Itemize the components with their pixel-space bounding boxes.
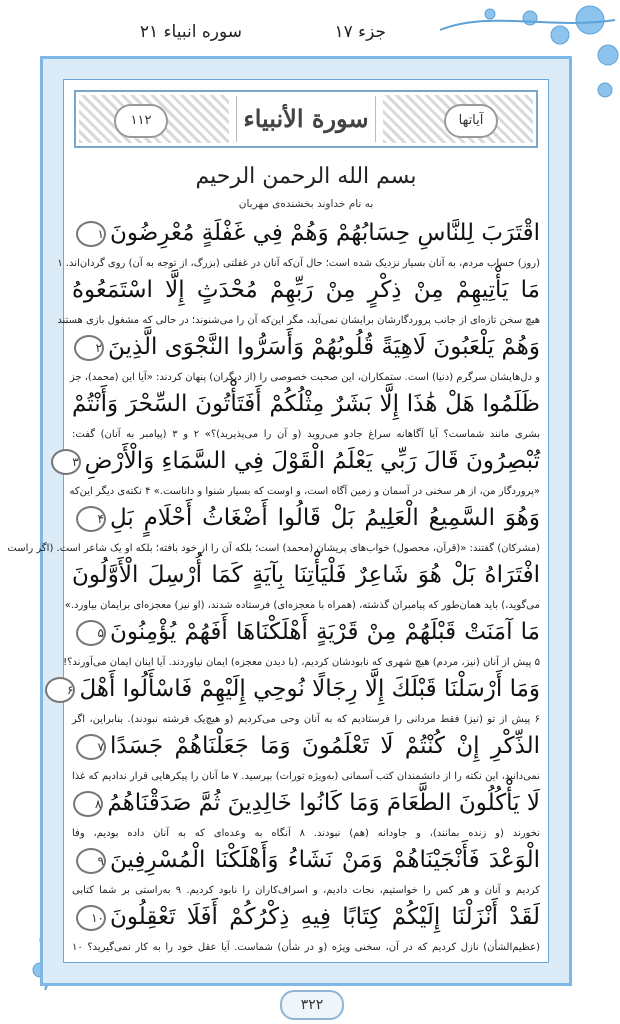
verse-line	[72, 562, 540, 602]
verse-line	[72, 505, 540, 545]
translation-line: نمی‌دانید، این نکته را از دانشمندان کتب آسمانی (به‌ویژه تورات) بپرسید. ۷ ما آنان را پیکرهایی قرار ندادیم که غذا	[72, 771, 540, 782]
verse-text: مَا آمَنَتْ قَبْلَهُمْ مِنْ قَرْيَةٍ أَهْلَكْنَاهَا أَفَهُمْ يُؤْمِنُونَ	[110, 619, 540, 645]
verse-text: افْتَرَاهُ بَلْ هُوَ شَاعِرٌ فَلْيَأْتِنَا بِآيَةٍ كَمَا أُرْسِلَ الْأَوَّلُونَ	[72, 562, 540, 588]
verse-line	[72, 277, 540, 317]
translation-line: بشری مانند شماست؟ آیا آگاهانه سراغ جادو می‌روید (و آن را می‌پذیرید)؟» ۲ و ۳ (پیامبر به آنان) گفت:	[72, 429, 540, 440]
verse-text: لَا يَأْكُلُونَ الطَّعَامَ وَمَا كَانُوا خَالِدِينَ ثُمَّ صَدَقْنَاهُمُ	[107, 790, 540, 816]
ayah-number-marker: ۱۰	[76, 905, 106, 931]
ayah-number-marker: ۷	[76, 734, 106, 760]
verse-line	[72, 391, 540, 431]
translation-line: (عظیم‌الشأن) نازل کردیم که در آن، سخنی ویژه (و در شأن) شماست. آیا عقل خود را به کار نمی‌گیرید؟ ۱۰	[72, 942, 540, 953]
surah-label: سوره انبیاء ۲۱	[139, 22, 242, 42]
page-number: ۳۲۲	[280, 990, 344, 1020]
ayah-number-marker: ۸	[73, 791, 103, 817]
verse-text: الْوَعْدَ فَأَنْجَيْنَاهُمْ وَمَنْ نَشَاءُ وَأَهْلَكْنَا الْمُسْرِفِينَ	[110, 847, 540, 873]
verse-text: اقْتَرَبَ لِلنَّاسِ حِسَابُهُمْ وَهُمْ فِي غَفْلَةٍ مُعْرِضُونَ	[110, 220, 540, 246]
verse-line	[72, 619, 540, 659]
text-panel	[7, 79, 549, 963]
ayah-number-marker: ۲	[74, 335, 104, 361]
verse-text: وَمَا أَرْسَلْنَا قَبْلَكَ إِلَّا رِجَالًا نُوحِي إِلَيْهِمْ فَاسْأَلُوا أَهْلَ	[79, 676, 540, 702]
translation-line: هیچ سخن تازه‌ای از جانب پروردگارشان برایشان نمی‌آید، مگر این‌که آن را می‌شنوند؛ در حالی که مشغول بازی هستند	[57, 315, 540, 326]
translation-line: و دل‌هایشان سرگرم (دنیا) است. ستمکاران، این صحبت خصوصی را (از دیگران) پنهان کردند: «آیا این (محمد)، جز	[69, 372, 540, 383]
translation-line: ۵ پیش از آنان (نیز، مردم) هیچ شهری که نابودشان کردیم، (با دیدن معجزه) ایمان نیاوردند. آیا اینان ایمان می‌آورند؟!	[63, 657, 540, 668]
verse-line	[72, 220, 540, 260]
verse-line	[72, 334, 540, 374]
verse-text: وَهُمْ يَلْعَبُونَ لَاهِيَةً قُلُوبُهُمْ وَأَسَرُّوا النَّجْوَى الَّذِينَ	[108, 334, 540, 360]
translation-line: «پروردگار من، از هر سخنی در آسمان و زمین آگاه است، و اوست که بسیار شنوا و داناست.» ۴ نکته‌ی دیگر این‌که	[69, 486, 540, 497]
ayah-number-marker: ۶	[45, 677, 75, 703]
verse-line	[66, 676, 540, 716]
verse-line	[72, 904, 540, 944]
translation-line: (روز) حساب مردم، به آنان بسیار نزدیک شده است؛ حال آن‌که آنان در غفلتی (بزرگ، از توجه به آن) روی گردان‌اند. ۱	[57, 258, 540, 269]
surah-title-box	[74, 90, 538, 148]
ayah-count-badge: ۱۱۲	[114, 104, 168, 138]
verse-line	[72, 448, 540, 488]
ayah-number-marker: ۵	[76, 620, 106, 646]
verse-text: وَهُوَ السَّمِيعُ الْعَلِيمُ بَلْ قَالُوا أَضْغَاثُ أَحْلَامٍ بَلِ	[110, 505, 540, 531]
ayah-number-marker: ۱	[76, 221, 106, 247]
verse-line	[72, 847, 540, 887]
bismillah-translation: به نام خداوند بخشنده‌ی مهربان	[238, 198, 374, 210]
ayah-number-marker: ۴	[76, 506, 106, 532]
ayah-number-marker: ۳	[51, 449, 81, 475]
translation-line: ۶ پیش از تو (نیز) فقط مردانی را فرستادیم که به آنان وحی می‌کردیم (و هیچ‌یک فرشته نبودند). بنابراین، اگر	[72, 714, 540, 725]
translation-line: (مشرکان) گفتند: «(قرآن، محصول) خواب‌های پریشان (محمد) است؛ بلکه آن را از خود بافته؛ بلکه او یک شاعر است. (اگر راست	[7, 543, 540, 554]
juz-label: جزء ۱۷	[334, 22, 386, 42]
ayat-label-badge: آیاتها	[444, 104, 498, 138]
verse-text: مَا يَأْتِيهِمْ مِنْ ذِكْرٍ مِنْ رَبِّهِمْ مُحْدَثٍ إِلَّا اسْتَمَعُوهُ	[72, 277, 540, 303]
translation-line: می‌گوید،) باید همان‌طور که پیامبران گذشته، (همراه با معجزه‌ای) فرستاده شدند، (او نیز) معجزه‌ای برایمان بیاورد.»	[64, 600, 540, 611]
page-frame	[7, 56, 572, 986]
verse-line	[72, 790, 540, 830]
verse-text: ظَلَمُوا هَلْ هَٰذَا إِلَّا بَشَرٌ مِثْلُكُمْ أَفَتَأْتُونَ السِّحْرَ وَأَنْتُمْ	[72, 391, 540, 417]
translation-line: نخورند (و زنده بمانند)، و جاودانه (هم) نبودند. ۸ آنگاه به وعده‌ای که به آنان داده بودیم، وفا	[72, 828, 540, 839]
verse-text: تُبْصِرُونَ قَالَ رَبِّي يَعْلَمُ الْقَوْلَ فِي السَّمَاءِ وَالْأَرْضِ	[84, 448, 540, 474]
ayah-number-marker: ۹	[76, 848, 106, 874]
translation-line: کردیم و آنان و هر کس را خواستیم، نجات دادیم، و اسراف‌کاران را نابود کردیم. ۹ به‌راستی بر شما کتابی	[72, 885, 540, 896]
surah-name: سورة الأنبياء	[243, 104, 369, 133]
verse-line	[72, 733, 540, 773]
verse-text: لَقَدْ أَنْزَلْنَا إِلَيْكُمْ كِتَابًا فِيهِ ذِكْرُكُمْ أَفَلَا تَعْقِلُونَ	[110, 904, 540, 930]
bismillah: بسم الله الرحمن الرحیم	[195, 164, 417, 189]
verse-text: الذِّكْرِ إِنْ كُنْتُمْ لَا تَعْلَمُونَ وَمَا جَعَلْنَاهُمْ جَسَدًا	[110, 733, 540, 759]
